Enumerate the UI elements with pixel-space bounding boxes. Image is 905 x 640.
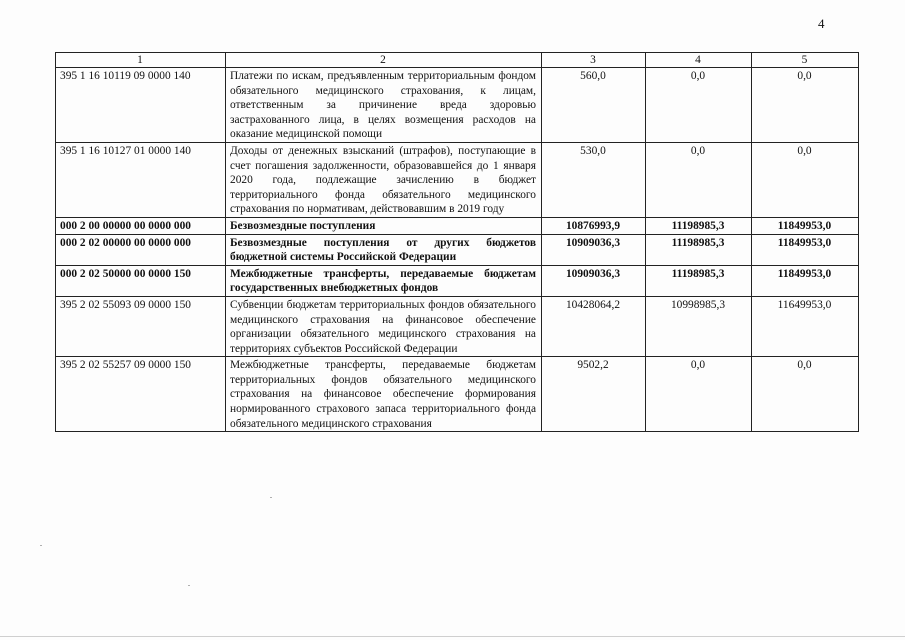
value-col-5: 0,0: [752, 68, 859, 143]
value-col-3: 10428064,2: [542, 296, 646, 356]
budget-code: 395 1 16 10119 09 0000 140: [56, 68, 226, 143]
revenue-table: [55, 52, 859, 432]
value-col-4: 11198985,3: [646, 265, 752, 296]
revenue-description: Доходы от денежных взысканий (штрафов), поступающие в счет погашения задолженности, образовавшейся до 1 января 2020 года, подлежащие зачислению в бюджет территориального фонда обязательного медицинского страхования по нормативам, действовавшим в 2019 году: [226, 142, 542, 217]
scan-bottom-edge: [0, 636, 905, 637]
revenue-description: Безвозмездные поступления: [226, 217, 542, 234]
header-col-2: 2: [226, 53, 542, 68]
header-col-3: 3: [542, 53, 646, 68]
value-col-3: 10909036,3: [542, 265, 646, 296]
value-col-5: 11849953,0: [752, 217, 859, 234]
value-col-5: 11649953,0: [752, 296, 859, 356]
value-col-4: 0,0: [646, 357, 752, 432]
value-col-5: 11849953,0: [752, 265, 859, 296]
table-row: [56, 234, 859, 265]
scan-speck: [270, 497, 272, 498]
header-col-4: 4: [646, 53, 752, 68]
value-col-4: 10998985,3: [646, 296, 752, 356]
table-row: [56, 142, 859, 217]
page-number: 4: [818, 16, 825, 31]
value-col-4: 0,0: [646, 142, 752, 217]
table-row: [56, 357, 859, 432]
header-col-5: 5: [752, 53, 859, 68]
revenue-description: Безвозмездные поступления от других бюджетов бюджетной системы Российской Федерации: [226, 234, 542, 265]
revenue-description: Межбюджетные трансферты, передаваемые бюджетам государственных внебюджетных фондов: [226, 265, 542, 296]
revenue-description: Субвенции бюджетам территориальных фондов обязательного медицинского страхования на финансовое обеспечение организации обязательного медицинского страхования на территориях субъектов Российской Федерации: [226, 296, 542, 356]
scan-speck: [40, 545, 42, 546]
budget-code: 395 1 16 10127 01 0000 140: [56, 142, 226, 217]
value-col-3: 10876993,9: [542, 217, 646, 234]
value-col-3: 530,0: [542, 142, 646, 217]
budget-code: 395 2 02 55093 09 0000 150: [56, 296, 226, 356]
budget-code: 000 2 02 50000 00 0000 150: [56, 265, 226, 296]
revenue-description: Межбюджетные трансферты, передаваемые бюджетам территориальных фондов обязательного медицинского страхования на финансовое обеспечение формирования нормированного страхового запаса территориального фонда обязательного медицинского страхования: [226, 357, 542, 432]
budget-code: 000 2 02 00000 00 0000 000: [56, 234, 226, 265]
table-row: [56, 296, 859, 356]
value-col-4: 11198985,3: [646, 234, 752, 265]
table-row: [56, 265, 859, 296]
budget-code: 395 2 02 55257 09 0000 150: [56, 357, 226, 432]
value-col-5: 0,0: [752, 142, 859, 217]
value-col-3: 560,0: [542, 68, 646, 143]
revenue-description: Платежи по искам, предъявленным территориальным фондом обязательного медицинского страхования, к лицам, ответственным за причинение вреда здоровью застрахованного лица, в целях возмещения расходов на оказание медицинской помощи: [226, 68, 542, 143]
value-col-4: 11198985,3: [646, 217, 752, 234]
table-row: [56, 68, 859, 143]
value-col-4: 0,0: [646, 68, 752, 143]
scan-speck: [188, 585, 190, 586]
value-col-3: 9502,2: [542, 357, 646, 432]
table-header-row: [56, 53, 859, 68]
value-col-5: 11849953,0: [752, 234, 859, 265]
value-col-3: 10909036,3: [542, 234, 646, 265]
value-col-5: 0,0: [752, 357, 859, 432]
budget-code: 000 2 00 00000 00 0000 000: [56, 217, 226, 234]
table-row: [56, 217, 859, 234]
header-col-1: 1: [56, 53, 226, 68]
